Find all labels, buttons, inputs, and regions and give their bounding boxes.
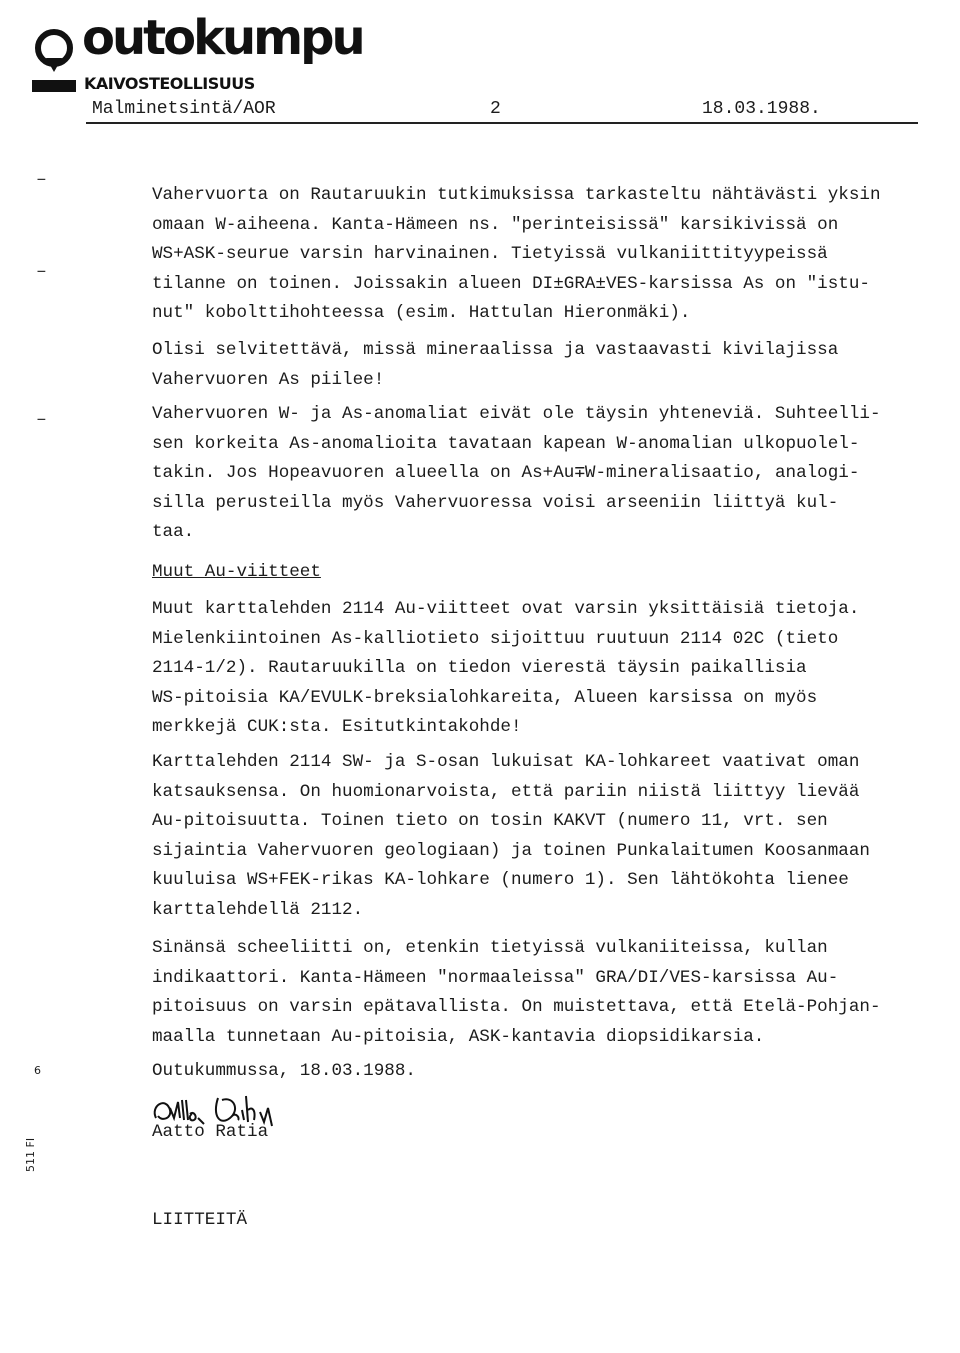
text-line: indikaattori. Kanta-Hämeen "normaaleissa" GRA/DI/VES-karsissa Au- [152,967,839,988]
text-line: pitoisuus on varsin epätavallista. On muistettava, että Etelä-Pohjan- [152,997,881,1017]
header-rule [86,122,918,124]
text-line: katsauksensa. On huomionarvoista, että pariin niistä liittyy lievää [152,781,860,802]
text-line: Vahervuorta on Rautaruukin tutkimuksissa tarkasteltu nähtävästi yksin [152,185,881,205]
text-line: Vahervuoren W- ja As-anomaliat eivät ole täysin yhteneviä. Suhteelli- [152,404,881,424]
text-line: Muut karttalehden 2114 Au-viitteet ovat varsin yksittäisiä tietoja. [152,599,860,619]
text-line: 2114-1/2). Rautaruukilla on tiedon vierestä täysin paikallisia [152,658,807,678]
text-line: maalla tunnetaan Au-pitoisia, ASK-kantavia diopsidikarsia. [152,1026,765,1047]
logo-brand: outokumpu [82,10,363,66]
header-page-number: 2 [490,99,501,119]
text-line: sijaintia Vahervuoren geologiaan) ja toinen Punkalaitumen Koosanmaan [152,840,870,861]
text-line: Au-pitoisuutta. Toinen tieto on tosin KAKVT (numero 11, vrt. sen [152,811,828,831]
closing-place-date: Outukummussa, 18.03.1988. [152,1061,416,1081]
text-line: Vahervuoren As piilee! [152,369,385,390]
header-date: 18.03.1988. [702,99,821,119]
text-line: tilanne on toinen. Joissakin alueen DI±GRA±VES-karsissa As on "istu- [152,273,870,294]
text-line: Mielenkiintoinen As-kalliotieto sijoittuu ruutuun 2114 02C (tieto [152,628,839,649]
text-line: merkkejä CUK:sta. Esitutkintakohde! [152,717,522,737]
margin-number: 6 [34,1064,41,1077]
text-line: takin. Jos Hopeavuoren alueella on As+Au∓W-mineralisaatio, analogi- [152,463,860,483]
attachments-label: LIITTEITÄ [152,1210,248,1230]
text-line: Karttalehden 2114 SW- ja S-osan lukuisat KA-lohkareet vaativat oman [152,752,860,772]
margin-dash: – [36,170,47,190]
paragraph [152,336,952,395]
text-line: karttalehdellä 2112. [152,899,364,920]
signer-name: Aatto Ratia [152,1122,269,1142]
logo-bar [32,80,76,92]
text-line: Olisi selvitettävä, missä mineraalissa ja vastaavasti kivilajissa [152,340,839,360]
text-line: Sinänsä scheeliitti on, etenkin tietyissä vulkaniiteissa, kullan [152,938,828,958]
outokumpu-logo-icon [32,28,76,78]
paragraph [152,595,952,743]
paragraph [152,934,952,1052]
text-line: WS+ASK-seurue varsin harvinainen. Tietyissä vulkaniittityypeissä [152,244,828,264]
text-line: sen korkeita As-anomalioita tavataan kapean W-anomalian ulkopuolel- [152,433,860,454]
paragraph [152,181,952,329]
text-line: kuuluisa WS+FEK-rikas KA-lohkare (numero 1). Sen lähtökohta lienee [152,870,849,890]
margin-dash: – [36,262,47,282]
text-line: taa. [152,522,195,542]
text-line: nut" kobolttihohteessa (esim. Hattulan Hieronmäki). [152,303,691,323]
margin-dash: – [36,410,47,430]
text-line: silla perusteilla myös Vahervuoressa voisi arseeniin liittyä kul- [152,492,839,513]
text-line: WS-pitoisia KA/EVULK-breksialohkareita, Alueen karsissa on myös [152,687,818,708]
paragraph [152,748,952,925]
section-heading: Muut Au-viitteet [152,562,321,582]
form-code: 511 FI [24,1137,37,1172]
logo-division: KAIVOSTEOLLISUUS [84,74,255,93]
header-department: Malminetsintä/AOR [92,99,276,119]
text-line: omaan W-aiheena. Kanta-Hämeen ns. "perinteisissä" karsikivissä on [152,214,839,235]
paragraph [152,400,952,548]
